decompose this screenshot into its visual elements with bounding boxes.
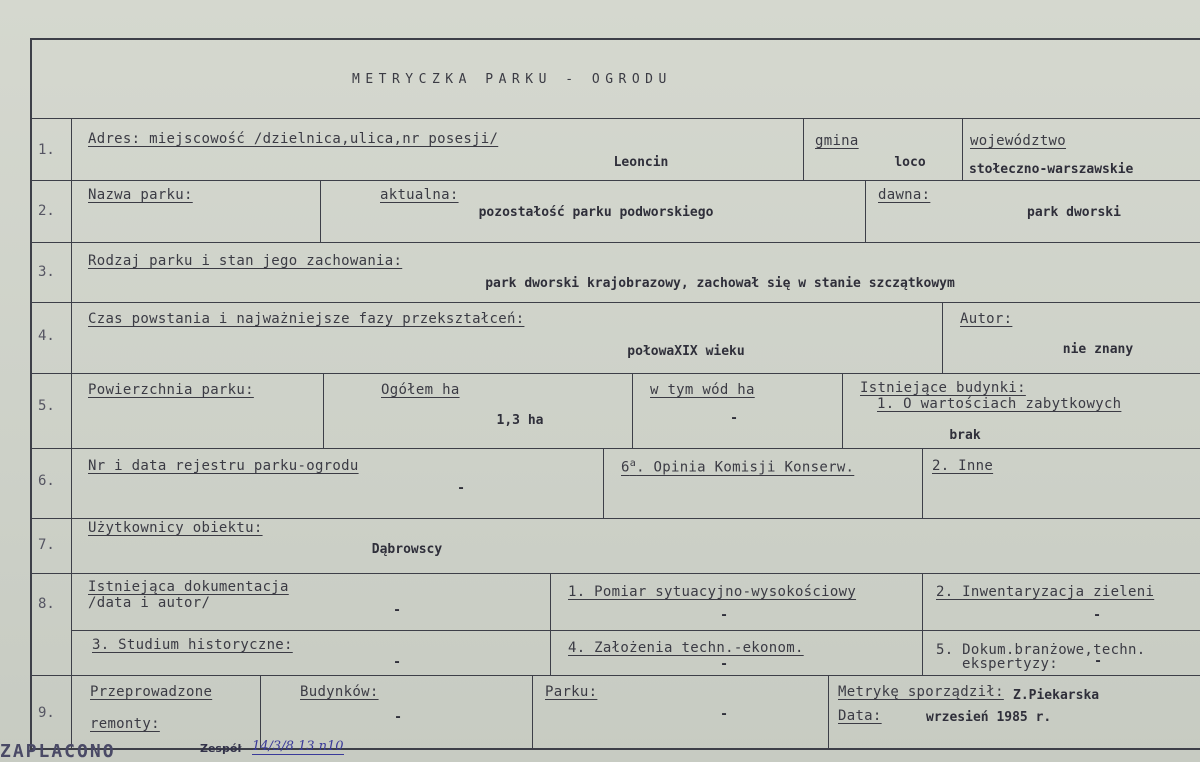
- row-number: 7.: [38, 537, 55, 553]
- renovations-sublabel: remonty:: [90, 716, 160, 732]
- opinion-text: . Opinia Komisji Konserw.: [636, 459, 855, 476]
- cell-divider: [632, 373, 633, 448]
- water-area-value: -: [730, 411, 738, 426]
- gmina-value: loco: [894, 155, 926, 170]
- row-number: 6.: [38, 473, 55, 489]
- current-name-label: aktualna:: [380, 187, 459, 203]
- gmina-label: gmina: [815, 133, 859, 149]
- former-name-label: dawna:: [878, 187, 931, 203]
- row-number: 8.: [38, 596, 55, 612]
- cell-divider: [922, 573, 923, 675]
- number-column-divider: [71, 118, 72, 750]
- row-number: 9.: [38, 705, 55, 721]
- row-divider: [30, 302, 1200, 303]
- prepared-by-label: Metrykę sporządził:: [838, 684, 1004, 700]
- buildings-renovation-value: -: [394, 710, 402, 725]
- row-divider: [30, 675, 1200, 676]
- origin-time-value: połowaXIX wieku: [627, 344, 745, 359]
- prepared-by-value: Z.Piekarska: [1013, 688, 1100, 703]
- greenery-inventory-label: 2. Inwentaryzacja zieleni: [936, 584, 1155, 600]
- users-label: Użytkownicy obiektu:: [88, 520, 263, 536]
- cell-divider: [942, 302, 943, 373]
- address-label: Adres: miejscowość /dzielnica,ulica,nr posesji/: [88, 131, 499, 147]
- cell-divider: [320, 180, 321, 242]
- address-value: Leoncin: [613, 155, 669, 170]
- survey-label: 1. Pomiar sytuacyjno-wysokościowy: [568, 584, 857, 600]
- total-area-label: Ogółem ha: [381, 382, 460, 398]
- expertise-label: ekspertyzy:: [962, 656, 1059, 672]
- author-label: Autor:: [960, 311, 1013, 327]
- park-renovation-label: Parku:: [545, 684, 598, 700]
- former-name-value: park dworski: [1027, 205, 1121, 220]
- tech-economic-label: 4. Założenia techn.-ekonom.: [568, 640, 804, 656]
- row-divider: [30, 448, 1200, 449]
- voivodeship-label: województwo: [970, 133, 1067, 149]
- cell-divider: [803, 118, 804, 180]
- cell-divider: [962, 118, 963, 180]
- row-divider: [30, 518, 1200, 519]
- row-divider: [30, 118, 1200, 119]
- voivodeship-value: stołeczno-warszawskie: [969, 162, 1134, 177]
- row-divider: [30, 242, 1200, 243]
- register-value: -: [457, 481, 465, 496]
- row-divider: [72, 630, 1200, 631]
- origin-time-label: Czas powstania i najważniejsze fazy przekształceń:: [88, 311, 525, 327]
- cell-divider: [922, 448, 923, 518]
- documentation-value: -: [393, 603, 401, 618]
- park-name-label: Nazwa parku:: [88, 187, 193, 203]
- cell-divider: [323, 373, 324, 448]
- buildings-renovation-label: Budynków:: [300, 684, 379, 700]
- tech-economic-value: -: [720, 657, 728, 672]
- row-number: 1.: [38, 142, 55, 158]
- buildings-label: Istniejące budynki:: [860, 380, 1026, 396]
- park-type-value: park dworski krajobrazowy, zachował się w stanie szczątkowym: [485, 276, 955, 291]
- row-number: 2.: [38, 203, 55, 219]
- register-label: Nr i data rejestru parku-ogrodu: [88, 458, 359, 474]
- row-number: 4.: [38, 328, 55, 344]
- greenery-inventory-value: -: [1093, 608, 1101, 623]
- cell-divider: [532, 675, 533, 750]
- park-type-label: Rodzaj parku i stan jego zachowania:: [88, 253, 403, 269]
- water-area-label: w tym wód ha: [650, 382, 755, 398]
- row-number: 5.: [38, 398, 55, 414]
- other-label: 2. Inne: [932, 458, 994, 474]
- buildings-value: brak: [949, 428, 981, 443]
- documentation-sublabel: /data i autor/: [88, 595, 211, 611]
- cell-divider: [550, 573, 551, 675]
- documentation-label: Istniejąca dokumentacja: [88, 579, 289, 595]
- historical-study-label: 3. Studium historyczne:: [92, 637, 293, 653]
- area-label: Powierzchnia parku:: [88, 382, 254, 398]
- team-number: 14/3/8 13 n10: [252, 739, 344, 754]
- cell-divider: [603, 448, 604, 518]
- row-divider: [30, 573, 1200, 574]
- row-divider: [30, 373, 1200, 374]
- historical-study-value: -: [393, 655, 401, 670]
- row-number: 3.: [38, 264, 55, 280]
- paid-stamp: ZAPLACONO: [0, 741, 116, 762]
- cell-divider: [865, 180, 866, 242]
- opinion-number: 6: [621, 459, 630, 476]
- date-label: Data:: [838, 708, 882, 724]
- expertise-value: -: [1094, 654, 1102, 669]
- form-title: METRYCZKA PARKU - OGRODU: [352, 72, 672, 87]
- current-name-value: pozostałość parku podworskiego: [478, 205, 714, 220]
- branch-documentation-label: 5. Dokum.branżowe,techn.: [936, 642, 1146, 658]
- total-area-value: 1,3 ha: [496, 413, 544, 428]
- cell-divider: [828, 675, 829, 750]
- cell-divider: [842, 373, 843, 448]
- renovations-label: Przeprowadzone: [90, 684, 213, 700]
- users-value: Dąbrowscy: [371, 542, 443, 557]
- park-renovation-value: -: [720, 707, 728, 722]
- team-label: Zespół: [200, 742, 242, 755]
- author-value: nie znany: [1062, 342, 1134, 357]
- survey-value: -: [720, 608, 728, 623]
- date-value: wrzesień 1985 r.: [926, 710, 1052, 725]
- conservation-opinion-label: [621, 458, 854, 476]
- opinion-superscript: a: [629, 458, 637, 469]
- row-divider: [30, 180, 1200, 181]
- buildings-heritage-label: 1. O wartościach zabytkowych: [877, 396, 1122, 412]
